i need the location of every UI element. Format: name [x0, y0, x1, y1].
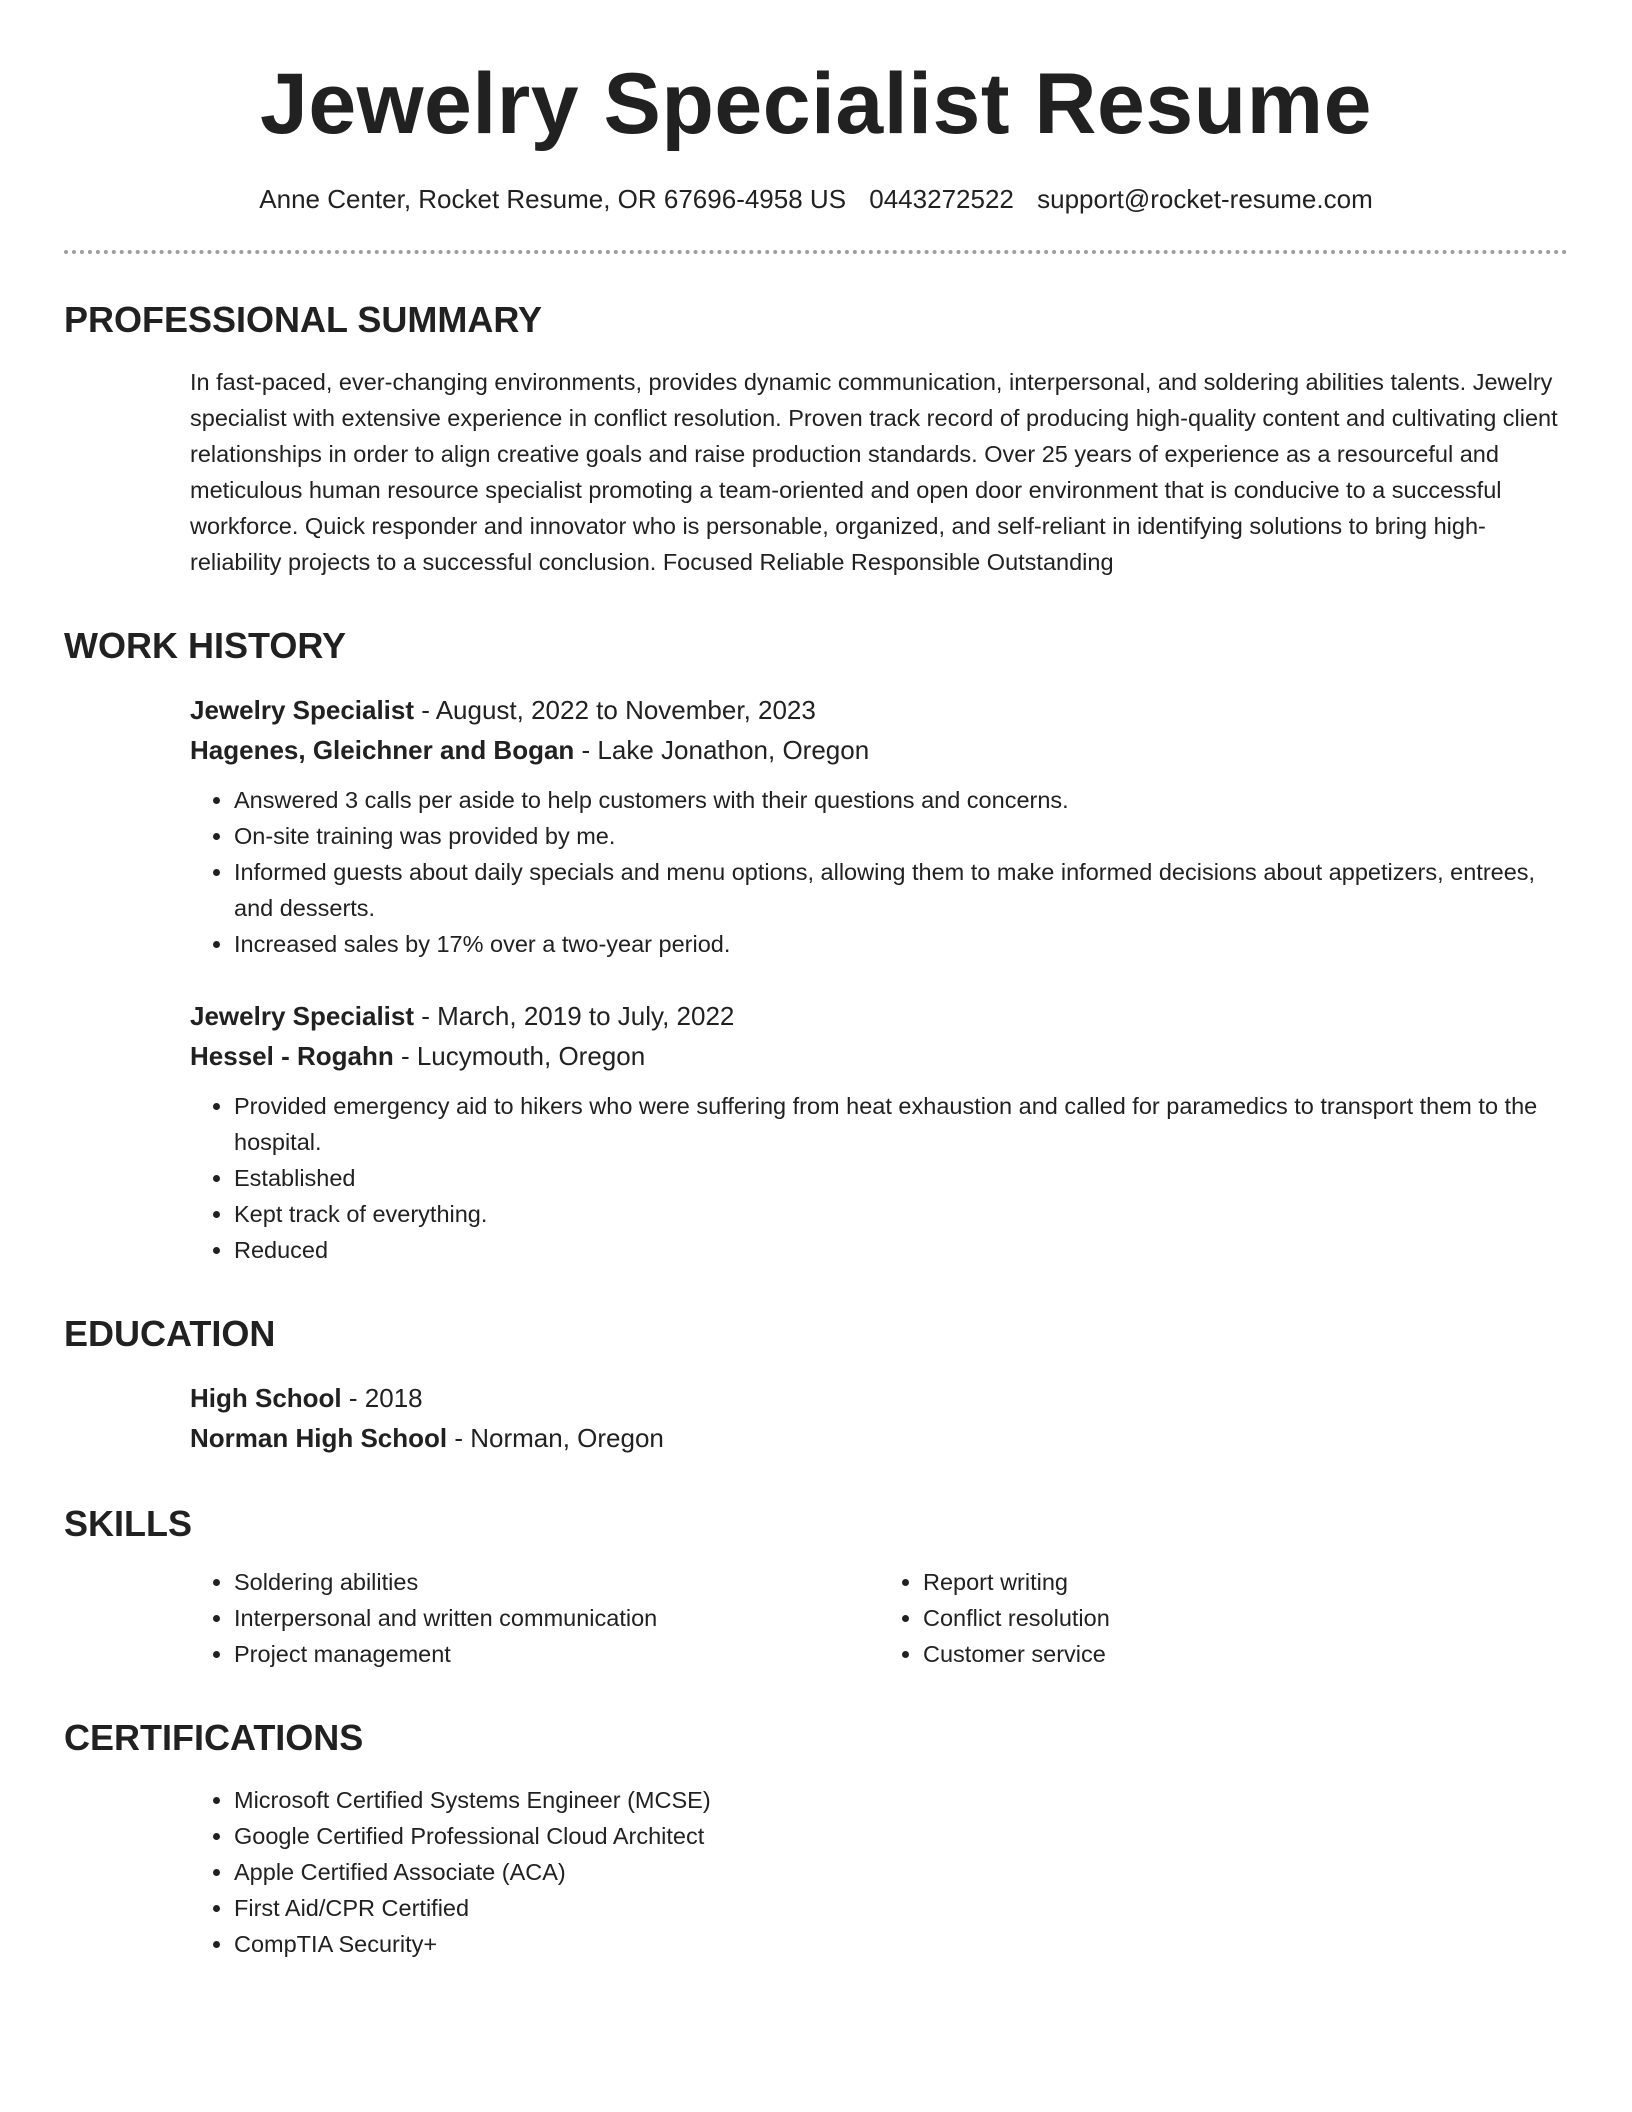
list-item: • Kept track of everything.: [234, 1196, 1568, 1232]
list-item: • Interpersonal and written communication: [234, 1600, 879, 1636]
list-item: • Google Certified Professional Cloud Architect: [234, 1818, 1568, 1854]
job-location: - Lucymouth, Oregon: [393, 1041, 646, 1071]
skills-list-left: [190, 1564, 879, 1672]
list-item: • Project management: [234, 1636, 879, 1672]
job-title-line: [190, 996, 1568, 1036]
list-item: • Customer service: [923, 1636, 1568, 1672]
education-degree: High School: [190, 1383, 342, 1413]
job-company-line: [190, 730, 1568, 770]
work-history-section: [64, 624, 1568, 1268]
job-bullets: [190, 782, 1568, 962]
list-item: • Answered 3 calls per aside to help customers with their questions and concerns.: [234, 782, 1568, 818]
education-degree-line: [190, 1378, 1568, 1418]
job-location: - Lake Jonathon, Oregon: [574, 735, 870, 765]
list-item: • Microsoft Certified Systems Engineer (MCSE): [234, 1782, 1568, 1818]
skills-section: [64, 1502, 1568, 1672]
skills-heading: SKILLS: [64, 1503, 193, 1544]
job-company: Hessel - Rogahn: [190, 1041, 394, 1071]
list-item: • Reduced: [234, 1232, 1568, 1268]
list-item: • Report writing: [923, 1564, 1568, 1600]
contact-email: support@rocket-resume.com: [1037, 184, 1373, 214]
header-divider: [64, 250, 1568, 254]
contact-phone: 0443272522: [869, 184, 1014, 214]
contact-info: [64, 182, 1568, 216]
job-company-line: [190, 1036, 1568, 1076]
work-history-heading: WORK HISTORY: [64, 625, 347, 666]
education-year: - 2018: [341, 1383, 423, 1413]
list-item: • First Aid/CPR Certified: [234, 1890, 1568, 1926]
contact-address: Anne Center, Rocket Resume, OR 67696-4958 US: [259, 184, 847, 214]
job-entry: [190, 996, 1568, 1268]
list-item: • Apple Certified Associate (ACA): [234, 1854, 1568, 1890]
certifications-section: [64, 1716, 1568, 1962]
job-dates: - August, 2022 to November, 2023: [414, 695, 816, 725]
summary-text: In fast-paced, ever-changing environments, provides dynamic communication, interpersonal, and soldering abilities talents. Jewelry specialist with extensive experience in conflict resolution. Proven track record of producing high-quality content and cultivating client relationships in order to align creative goals and raise production standards. Over 25 years of experience as a resourceful and meticulous human resource specialist promoting a team-oriented and open door environment that is conducive to a successful workforce. Quick responder and innovator who is personable, organized, and self-reliant in identifying solutions to bring high-reliability projects to a successful conclusion. Focused Reliable Responsible Outstanding: [190, 369, 1558, 575]
page-title: Jewelry Specialist Resume: [260, 56, 1372, 152]
skills-columns: [190, 1564, 1568, 1672]
education-heading: EDUCATION: [64, 1313, 276, 1354]
job-title: Jewelry Specialist: [190, 1001, 415, 1031]
job-title-line: [190, 690, 1568, 730]
job-entry: [190, 690, 1568, 962]
job-title: Jewelry Specialist: [190, 695, 415, 725]
job-bullets: [190, 1088, 1568, 1268]
list-item: • Established: [234, 1160, 1568, 1196]
education-school: Norman High School: [190, 1423, 448, 1453]
list-item: • On-site training was provided by me.: [234, 818, 1568, 854]
resume-header: [64, 0, 1568, 254]
list-item: • CompTIA Security+: [234, 1926, 1568, 1962]
education-school-line: [190, 1418, 1568, 1458]
certifications-heading: CERTIFICATIONS: [64, 1717, 364, 1758]
list-item: • Increased sales by 17% over a two-year period.: [234, 926, 1568, 962]
job-dates: - March, 2019 to July, 2022: [414, 1001, 735, 1031]
summary-heading: PROFESSIONAL SUMMARY: [64, 299, 543, 340]
list-item: • Informed guests about daily specials and menu options, allowing them to make informed decisions about appetizers, entrees, and desserts.: [234, 854, 1568, 926]
summary-section: [64, 298, 1568, 580]
list-item: • Soldering abilities: [234, 1564, 879, 1600]
certifications-list: [190, 1782, 1568, 1962]
list-item: • Provided emergency aid to hikers who were suffering from heat exhaustion and called for paramedics to transport them to the hospital.: [234, 1088, 1568, 1160]
list-item: • Conflict resolution: [923, 1600, 1568, 1636]
job-company: Hagenes, Gleichner and Bogan: [190, 735, 575, 765]
education-location: - Norman, Oregon: [447, 1423, 664, 1453]
skills-list-right: [879, 1564, 1568, 1672]
education-section: [64, 1312, 1568, 1458]
